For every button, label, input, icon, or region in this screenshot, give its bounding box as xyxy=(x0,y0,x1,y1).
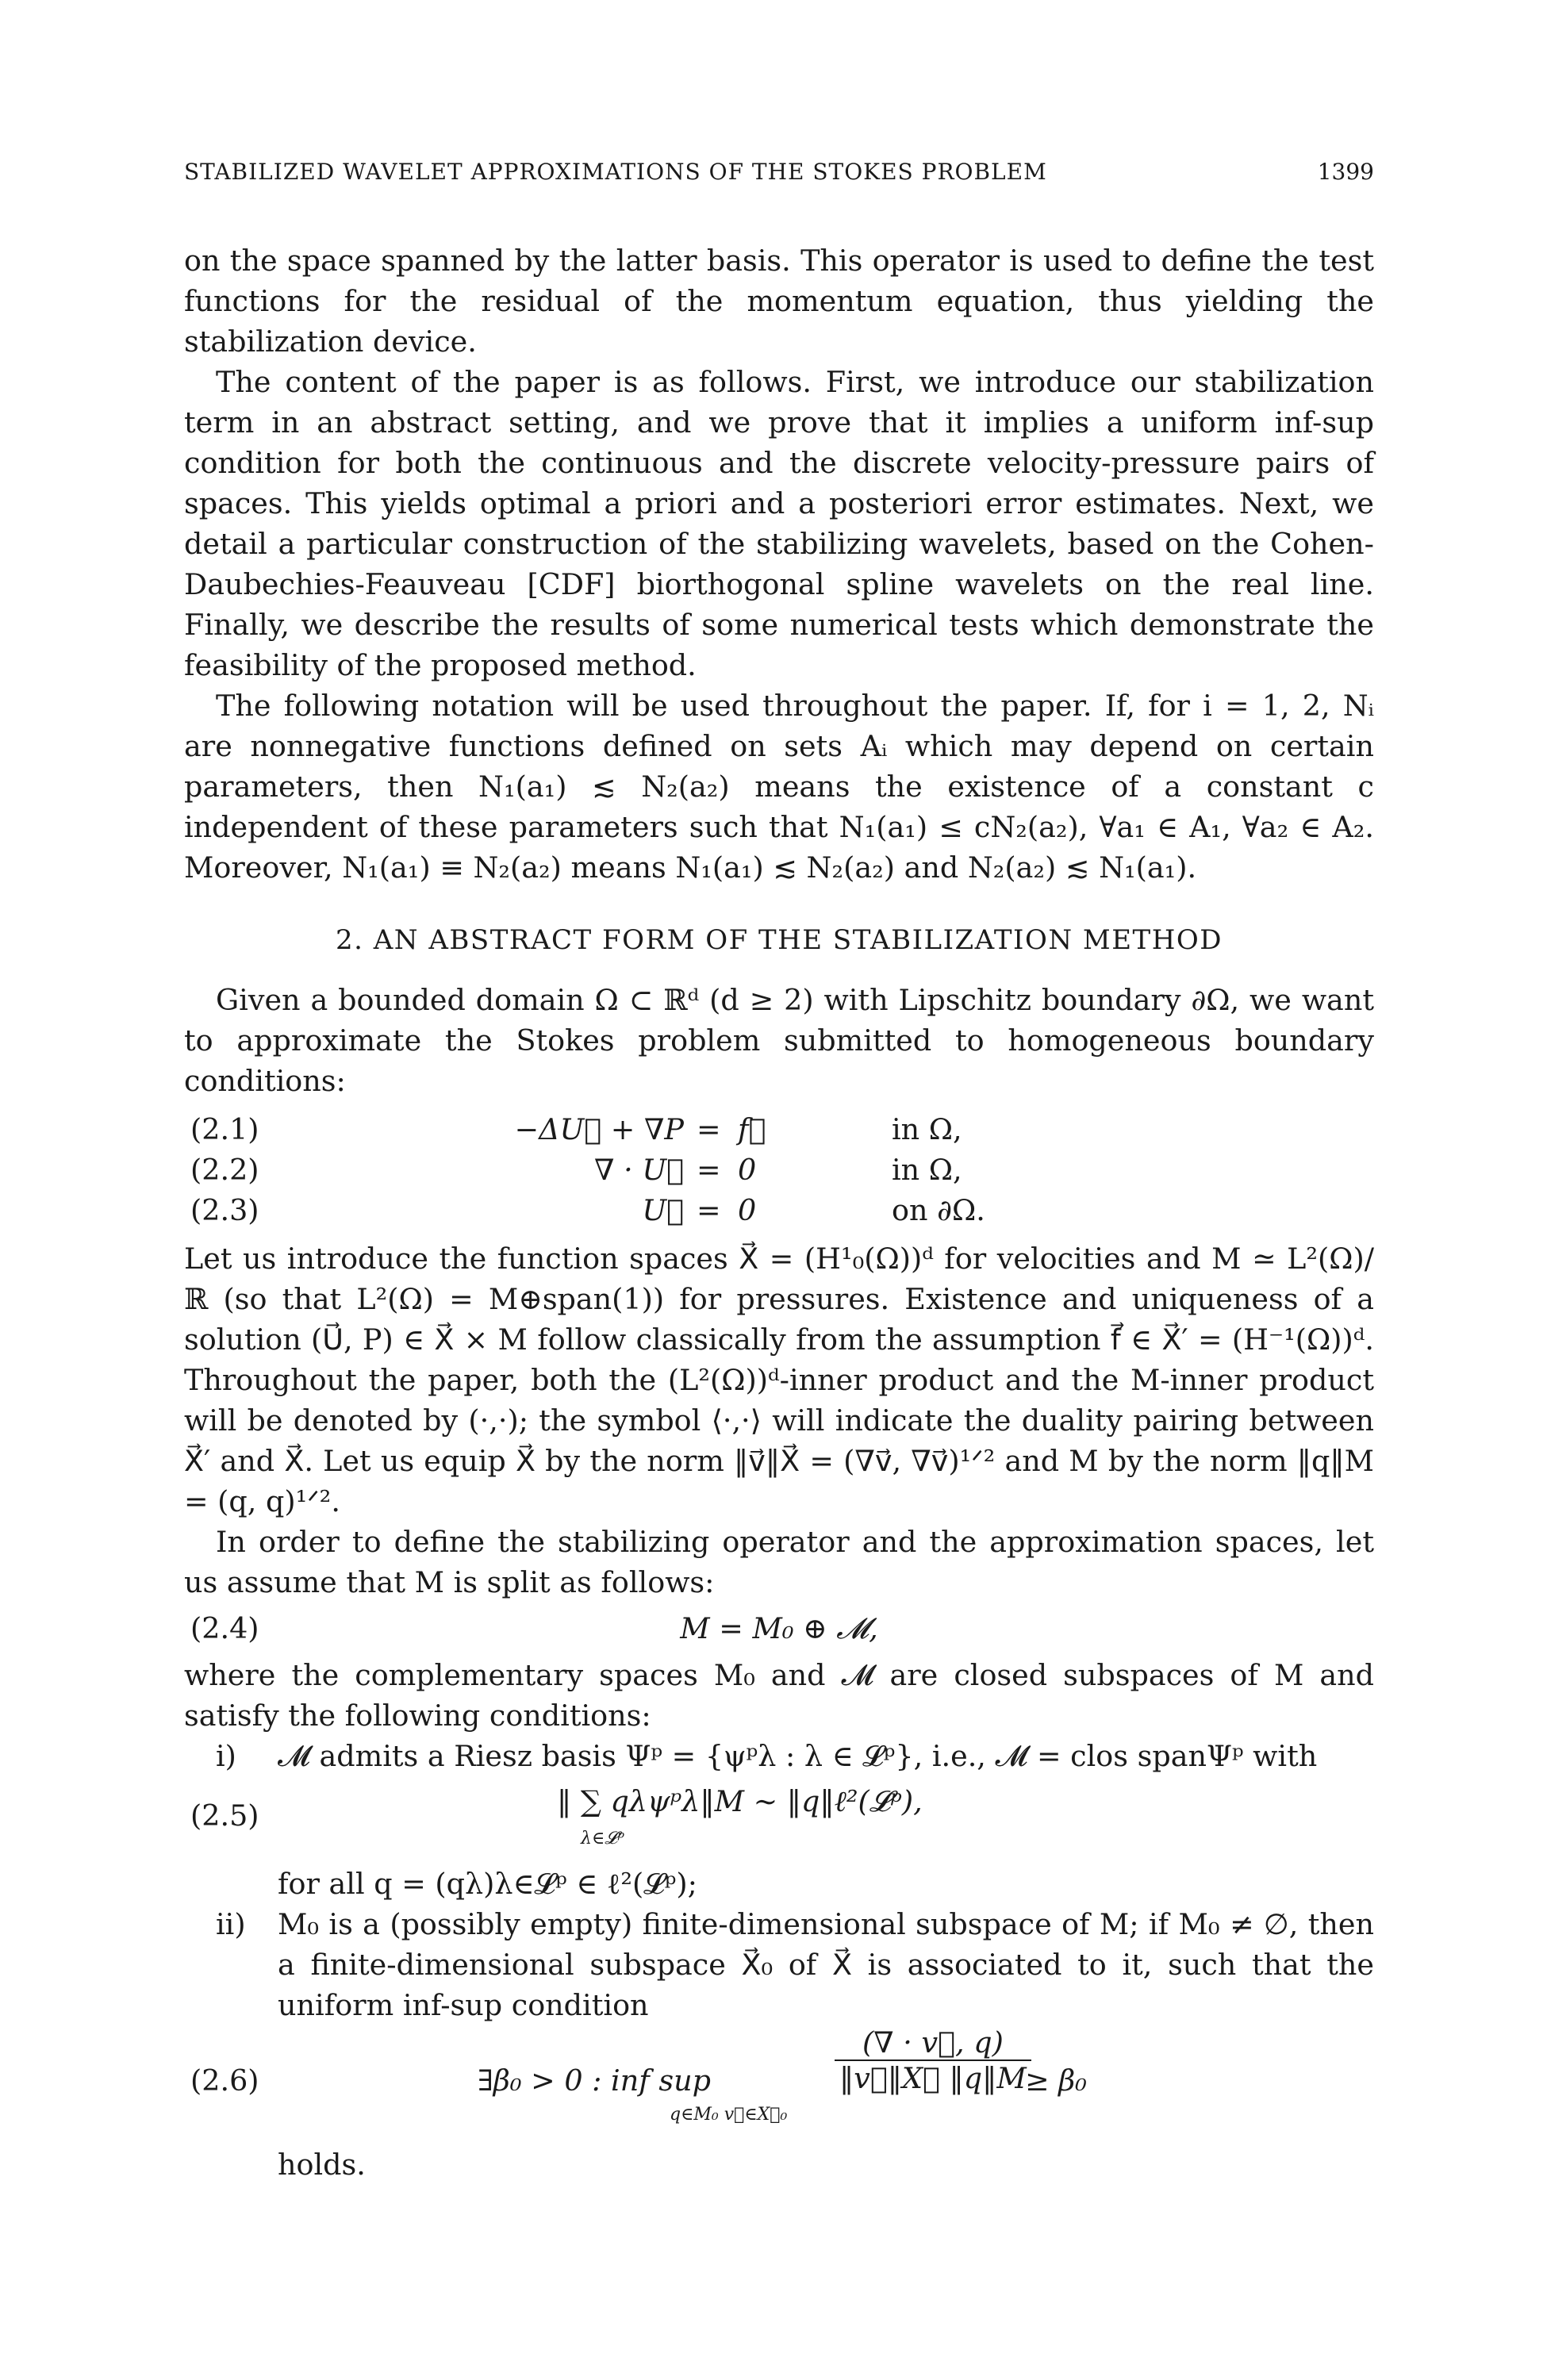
equation-2-6 xyxy=(184,2025,1374,2144)
equation-2-3 xyxy=(184,1190,1374,1230)
list-item-i xyxy=(184,1736,1374,1776)
list-item-text: 𝓜 admits a Riesz basis Ψᵖ = {ψᵖλ : λ ∈ 𝓛ᵖ}, i.e., 𝓜 = clos spanΨᵖ with xyxy=(278,1739,1318,1773)
equation-body: M = M₀ ⊕ 𝓜, xyxy=(680,1611,878,1645)
equation-fraction xyxy=(835,2025,1031,2095)
equation-rhs: 0 xyxy=(738,1193,757,1227)
equation-number: (2.5) xyxy=(190,1798,259,1833)
equation-domain: in Ω, xyxy=(892,1153,962,1187)
equation-rhs: f⃗ xyxy=(738,1112,766,1146)
fraction-denominator: ‖v⃗‖X⃗ ‖q‖M xyxy=(839,2061,1027,2095)
equation-number: (2.3) xyxy=(190,1193,259,1227)
equation-relation: = xyxy=(697,1193,721,1227)
holds-text: holds. xyxy=(278,2148,366,2182)
section-title: 2. AN ABSTRACT FORM OF THE STABILIZATION METHOD xyxy=(336,924,1223,956)
list-item-i-continuation: for all q = (qλ)λ∈𝓛ᵖ ∈ ℓ²(𝓛ᵖ); xyxy=(278,1867,697,1901)
equation-number: (2.2) xyxy=(190,1153,259,1187)
equation-2-5 xyxy=(184,1776,1374,1864)
page-number: 1399 xyxy=(1317,159,1374,185)
list-marker: ii) xyxy=(216,1907,246,1941)
equation-relation: = xyxy=(697,1153,721,1187)
equation-2-2 xyxy=(184,1150,1374,1190)
equation-number: (2.1) xyxy=(190,1112,259,1146)
running-header xyxy=(184,159,1374,185)
equation-lhs: ∇ · U⃗ xyxy=(594,1153,684,1187)
equation-sum-index: λ∈𝓛ᵖ xyxy=(581,1829,625,1848)
equation-domain: on ∂Ω. xyxy=(892,1193,985,1227)
equation-2-4 xyxy=(184,1603,1374,1655)
equation-bound: ≥ β₀ xyxy=(1025,2063,1087,2098)
equation-number: (2.6) xyxy=(190,2063,259,2098)
list-item-text: M₀ is a (possibly empty) finite-dimensional subspace of M; if M₀ ≠ ∅, then a finite-dimensional subspace X⃗₀ of X⃗ is associated to it, such that the uniform inf-sup condition xyxy=(278,1907,1374,2022)
paragraph-problem-statement: Given a bounded domain Ω ⊂ ℝᵈ (d ≥ 2) with Lipschitz boundary ∂Ω, we want to approximate the Stokes problem submitted to homogeneous boundary conditions: xyxy=(184,983,1374,1098)
paragraph-complementary-spaces: where the complementary spaces M₀ and 𝓜 are closed subspaces of M and satisfy the following conditions: xyxy=(184,1658,1374,1733)
paragraph-notation: The following notation will be used throughout the paper. If, for i = 1, 2, Nᵢ are nonnegative functions defined on sets Aᵢ which may depend on certain parameters, then N₁(a₁) ≲ N₂(a₂) means the existence of a constant c independent of these parameters such that N₁(a₁) ≤ cN₂(a₂), ∀a₁ ∈ A₁, ∀a₂ ∈ A₂. Moreover, N₁(a₁) ≡ N₂(a₂) means N₁(a₁) ≲ N₂(a₂) and N₂(a₂) ≲ N₁(a₁). xyxy=(184,689,1374,885)
paragraph-function-spaces: Let us introduce the function spaces X⃗ = (H¹₀(Ω))ᵈ for velocities and M ≃ L²(Ω)/ℝ (so that L²(Ω) = M⊕span(1)) for pressures. Existence and uniqueness of a solution (U⃗, P) ∈ X⃗ × M follow classically from the assumption f⃗ ∈ X⃗′ = (H⁻¹(Ω))ᵈ. Throughout the paper, both the (L²(Ω))ᵈ-inner product and the M-inner product will be denoted by (·,·); the symbol ⟨·,·⟩ will indicate the duality pairing between X⃗′ and X⃗. Let us equip X⃗ by the norm ‖v⃗‖X⃗ = (∇v⃗, ∇v⃗)¹ᐟ² and M by the norm ‖q‖M = (q, q)¹ᐟ². xyxy=(184,1242,1374,1518)
equation-2-1 xyxy=(184,1109,1374,1150)
equation-rhs: 0 xyxy=(738,1153,757,1187)
list-item-ii xyxy=(184,1904,1374,2025)
fraction-numerator: (∇ · v⃗, q) xyxy=(835,2025,1031,2061)
running-title: STABILIZED WAVELET APPROXIMATIONS OF THE STOKES PROBLEM xyxy=(184,159,1047,185)
equation-lhs: −ΔU⃗ + ∇P xyxy=(514,1112,684,1146)
equation-prefix: ∃β₀ > 0 : inf sup xyxy=(478,2063,711,2098)
equation-subscripts: q∈M₀ v⃗∈X⃗₀ xyxy=(670,2105,788,2125)
equation-number: (2.4) xyxy=(190,1611,259,1645)
equation-relation: = xyxy=(697,1112,721,1146)
paragraph-splitting: In order to define the stabilizing operator and the approximation spaces, let us assume that M is split as follows: xyxy=(184,1525,1374,1599)
equation-domain: in Ω, xyxy=(892,1112,962,1146)
list-marker: i) xyxy=(216,1739,236,1773)
paragraph-content-overview: The content of the paper is as follows. First, we introduce our stabilization term in an abstract setting, and we prove that it implies a uniform inf-sup condition for both the continuous and the discrete velocity-pressure pairs of spaces. This yields optimal a priori and a posteriori error estimates. Next, we detail a particular construction of the stabilizing wavelets, based on the Cohen-Daubechies-Feauveau [CDF] biorthogonal spline wavelets on the real line. Finally, we describe the results of some numerical tests which demonstrate the feasibility of the proposed method. xyxy=(184,365,1374,682)
paragraph-1: on the space spanned by the latter basis. This operator is used to define the test functions for the residual of the momentum equation, thus yielding the stabilization device. xyxy=(184,244,1374,359)
equation-lhs: U⃗ xyxy=(642,1193,684,1227)
paper-page xyxy=(184,159,1374,2185)
equation-body: ‖ ∑ qλψᵖλ‖M ∼ ‖q‖ℓ²(𝓛ᵖ), xyxy=(557,1784,923,1818)
